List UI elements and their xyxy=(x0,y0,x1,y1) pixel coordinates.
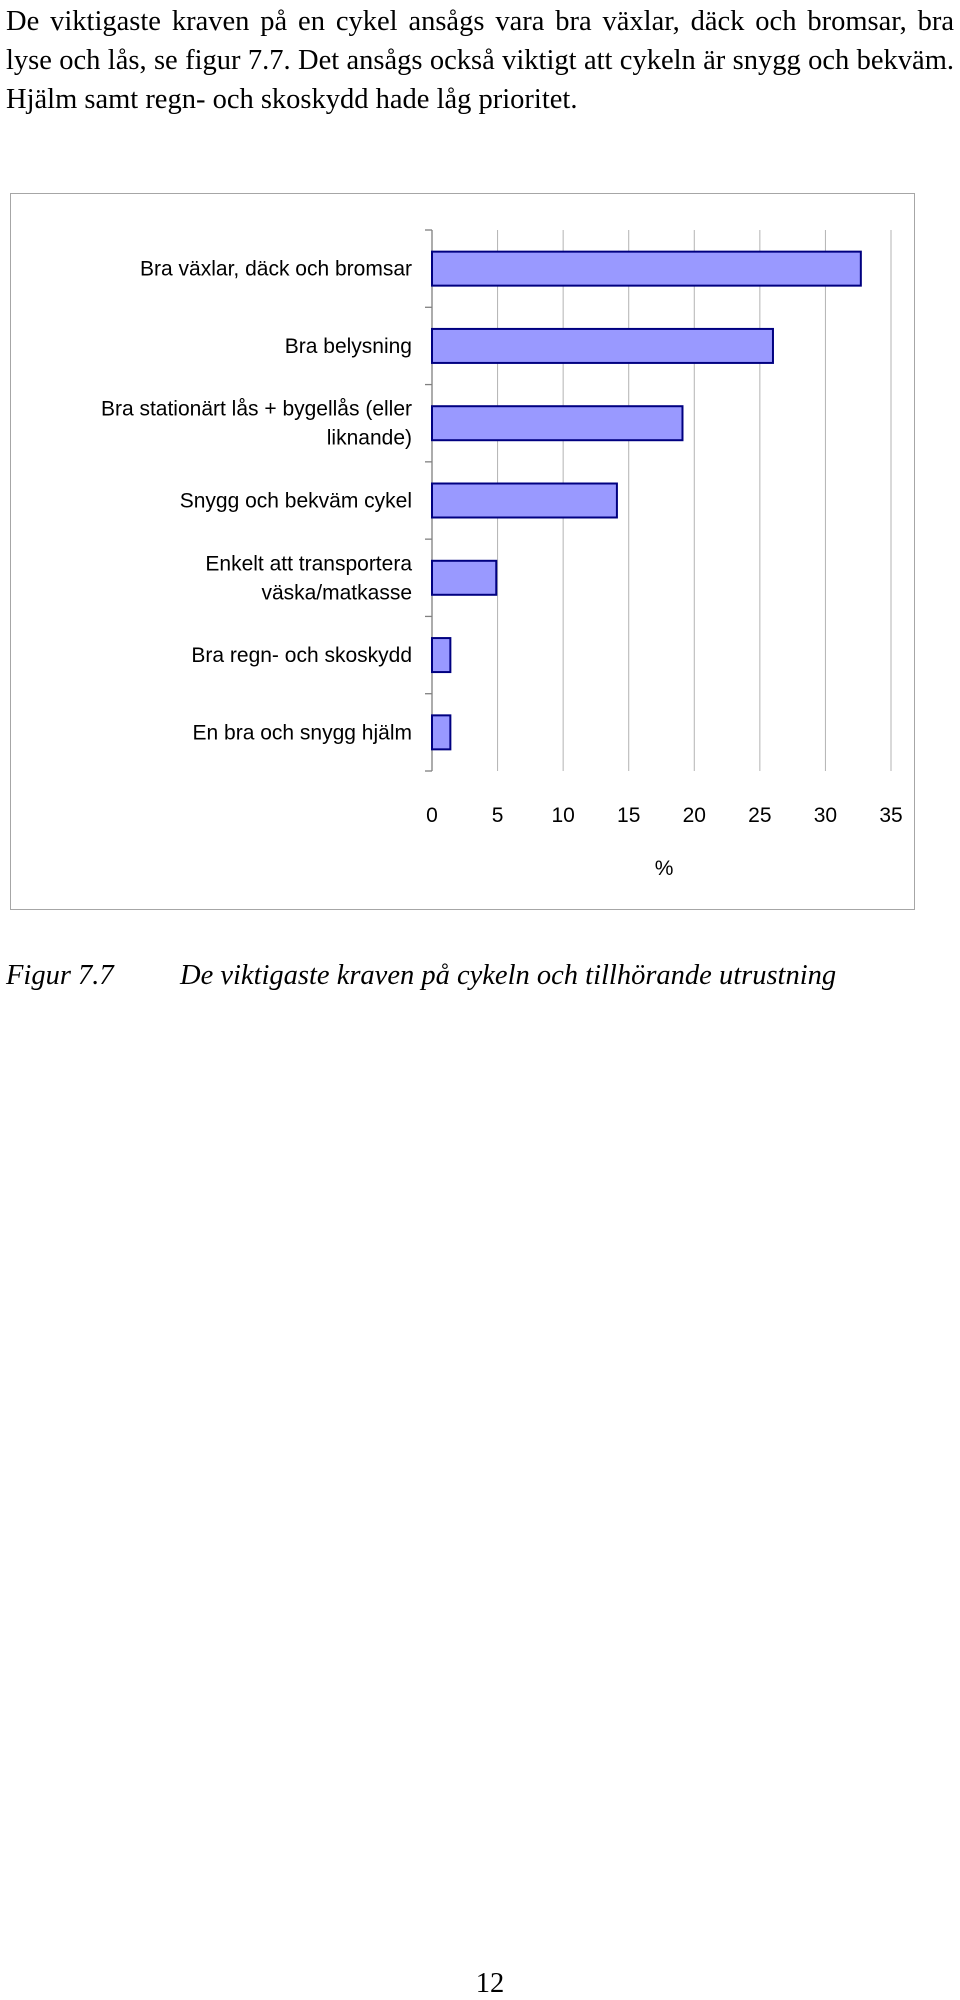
chart-container xyxy=(10,193,915,910)
x-tick-label: 25 xyxy=(748,804,772,827)
x-tick-label: 5 xyxy=(491,804,504,827)
intro-paragraph: De viktigaste kraven på en cykel ansågs vara bra växlar, däck och bromsar, bra lyse och lås, se figur 7.7. Det ansågs också viktigt att cykeln är snygg och bekväm. Hjälm samt regn- och skoskydd hade låg prioritet. xyxy=(6,6,954,115)
bar xyxy=(432,406,682,440)
x-tick-label: 15 xyxy=(617,804,641,827)
bar xyxy=(432,638,450,672)
figure-caption xyxy=(0,960,960,1000)
page-number: 12 xyxy=(475,1968,505,1999)
bar-chart xyxy=(11,194,914,909)
x-axis-label: % xyxy=(654,857,674,880)
bar xyxy=(432,329,773,363)
category-label: Bra belysning xyxy=(284,334,412,358)
figure-caption-text: De viktigaste kraven på cykeln och tillhörande utrustning xyxy=(180,960,837,991)
bar xyxy=(432,252,861,286)
bar xyxy=(432,715,450,749)
x-tick-label: 0 xyxy=(426,804,438,827)
category-label: En bra och snygg hjälm xyxy=(192,721,412,745)
x-tick-label: 20 xyxy=(682,804,706,827)
bar xyxy=(432,484,617,518)
category-label: Enkelt att transportera väska/matkasse xyxy=(205,552,412,605)
category-label: Bra stationärt lås + bygellås (eller liknande) xyxy=(100,397,412,450)
bar xyxy=(432,561,496,595)
category-label: Snygg och bekväm cykel xyxy=(179,489,412,513)
category-label: Bra växlar, däck och bromsar xyxy=(140,257,412,281)
x-tick-label: 10 xyxy=(551,804,575,827)
x-tick-label: 30 xyxy=(813,804,838,827)
x-tick-label: 35 xyxy=(879,804,903,827)
category-label: Bra regn- och skoskydd xyxy=(191,644,412,668)
figure-number: Figur 7.7 xyxy=(6,960,114,991)
